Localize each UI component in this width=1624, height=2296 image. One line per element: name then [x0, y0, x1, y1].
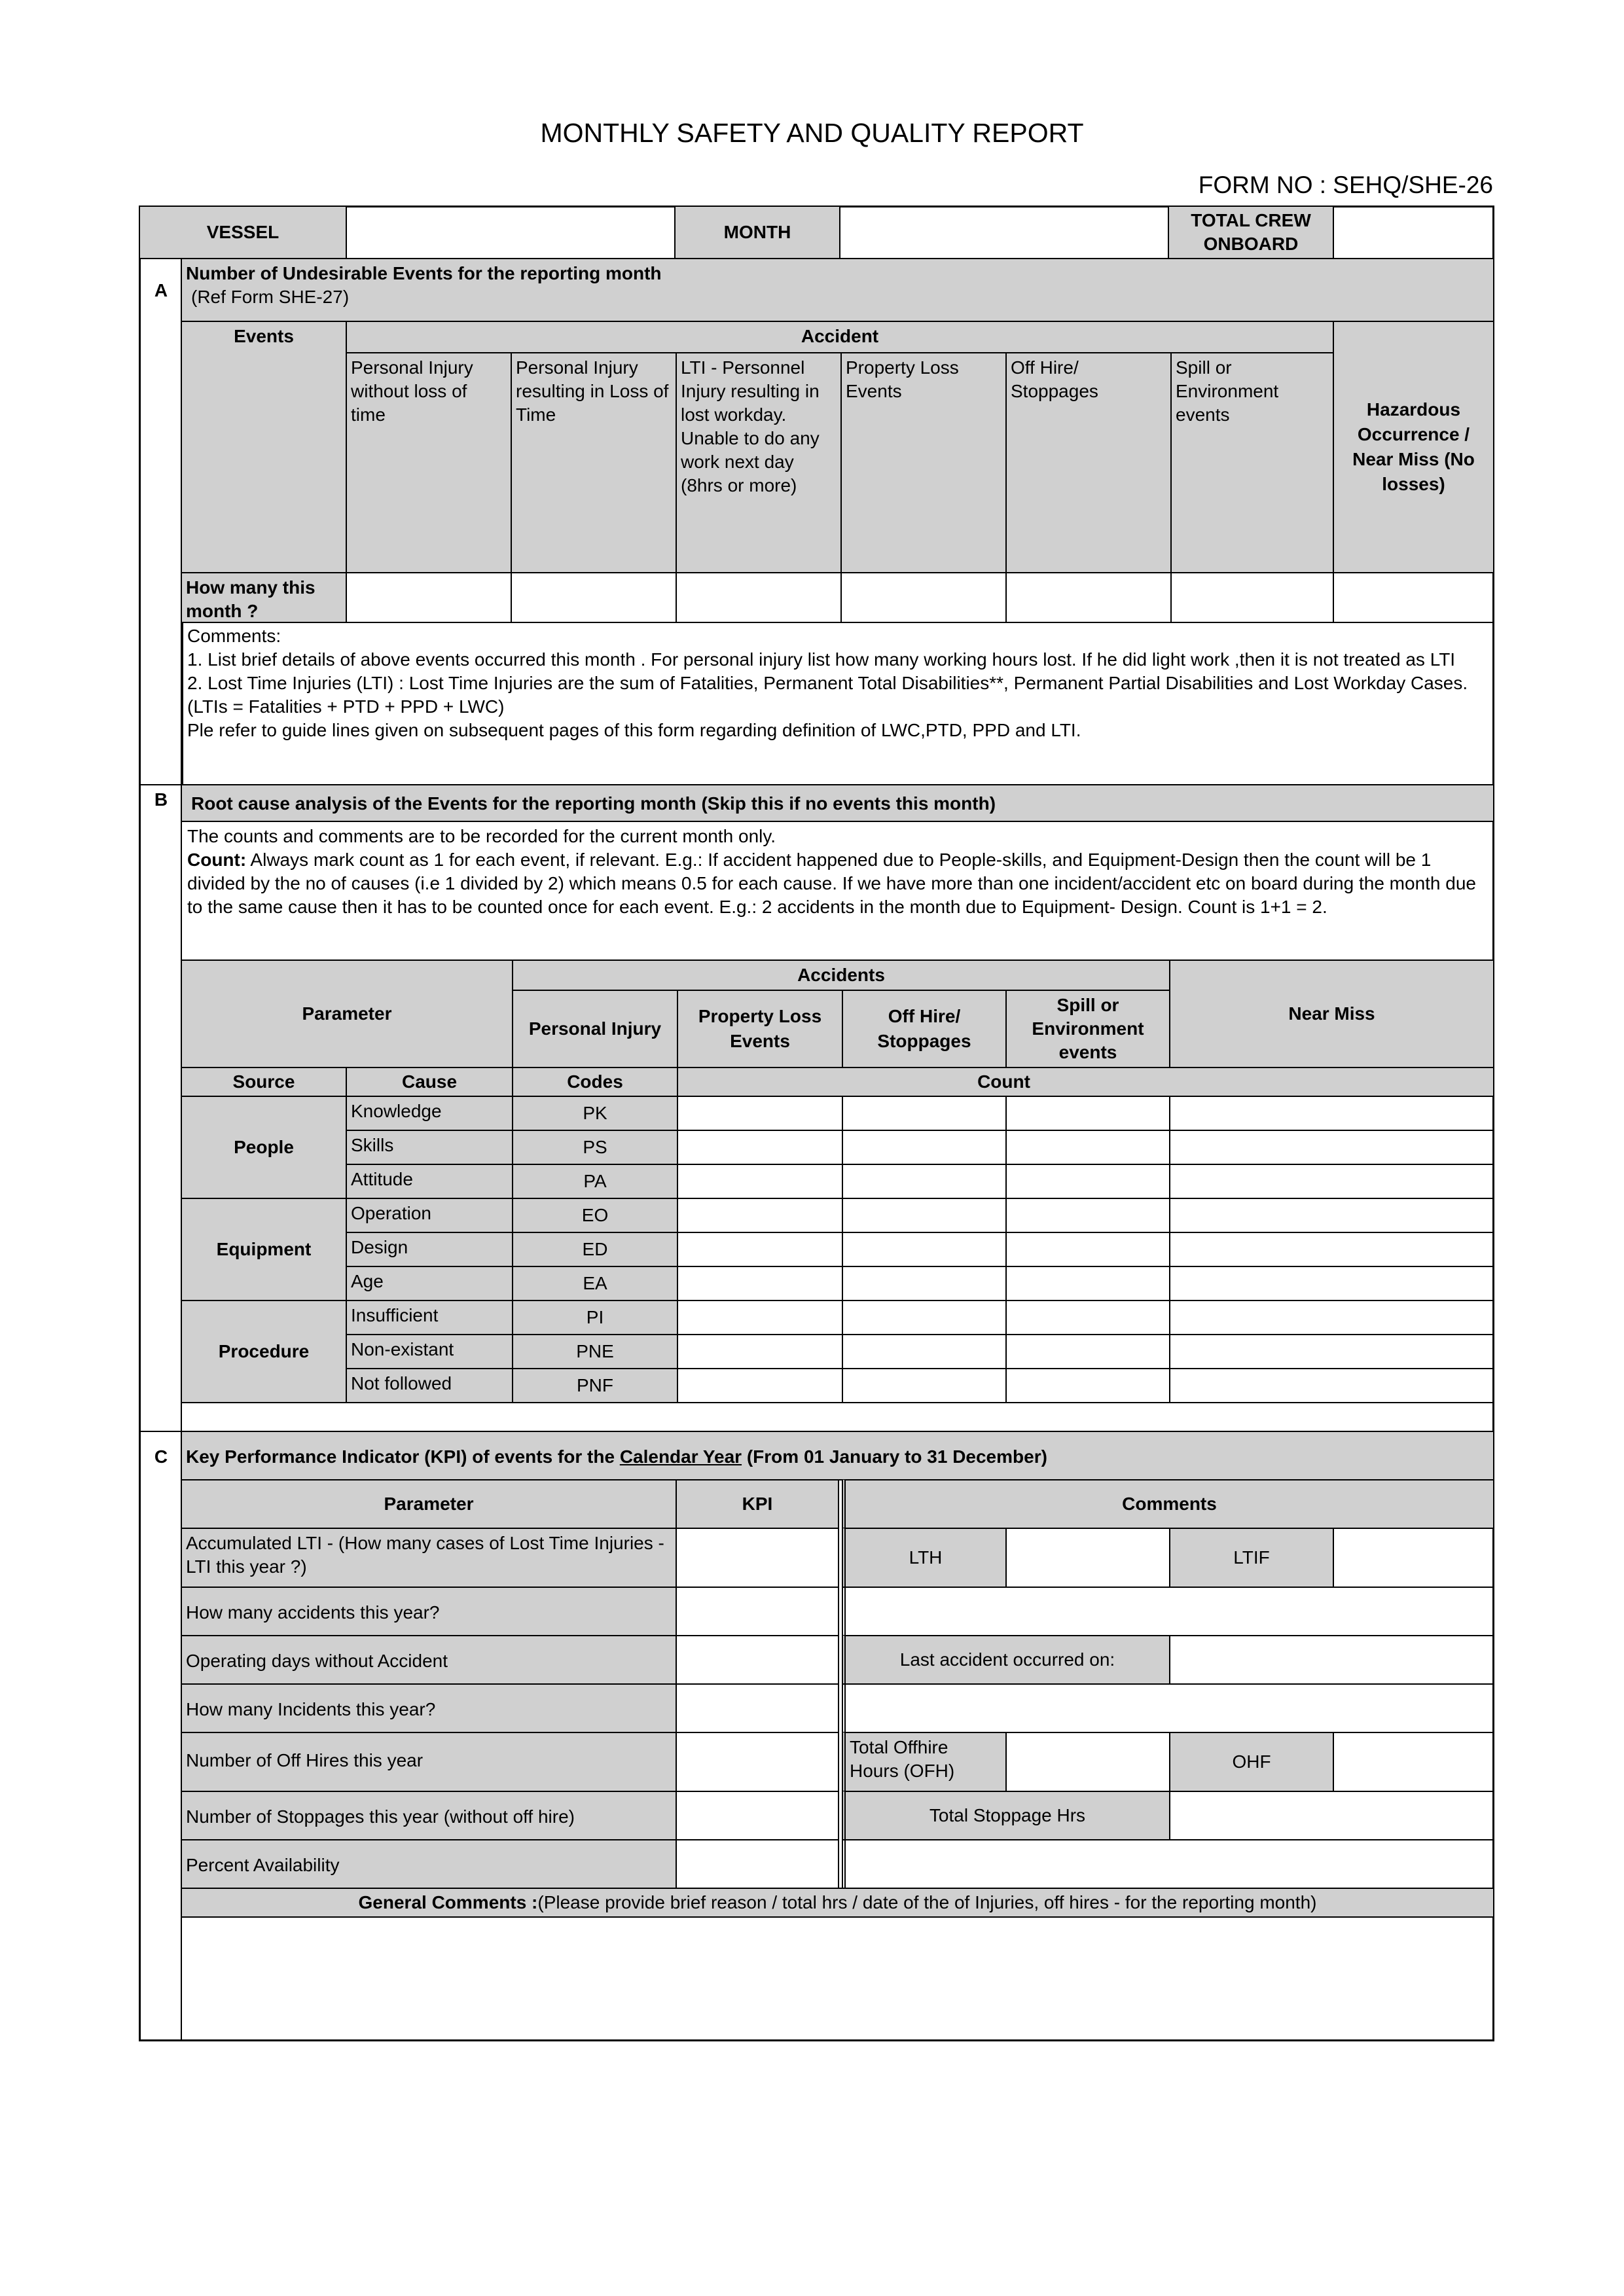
month-field[interactable]: [839, 206, 1169, 259]
b-count-cell[interactable]: [1005, 1096, 1170, 1131]
b-code: PNE: [512, 1334, 678, 1369]
b-count-cell[interactable]: [842, 1232, 1007, 1267]
b-cause: Design: [346, 1232, 513, 1267]
col-lti: LTI - Personnel Injury resulting in lost workday. Unable to do any work next day (8hrs or more): [676, 352, 842, 573]
b-count-cell[interactable]: [842, 1334, 1007, 1369]
b-count-cell[interactable]: [677, 1232, 843, 1267]
c-ltif-label: LTIF: [1169, 1528, 1334, 1588]
b-count-cell[interactable]: [842, 1368, 1007, 1403]
events-header: Events: [181, 321, 347, 573]
b-count-cell[interactable]: [1169, 1232, 1494, 1267]
b-count-cell[interactable]: [842, 1300, 1007, 1335]
c-lth-label: LTH: [842, 1528, 1007, 1588]
c-total-offhire-label: Total Offhire Hours (OFH): [842, 1732, 1007, 1792]
b-code: EA: [512, 1266, 678, 1301]
b-source-equipment: Equipment: [181, 1198, 347, 1301]
col-spill: Spill or Environment events: [1170, 352, 1334, 573]
b-code: PI: [512, 1300, 678, 1335]
month-label: MONTH: [674, 206, 840, 259]
c-ohf-field[interactable]: [1333, 1732, 1494, 1792]
b-col-personal-injury: Personal Injury: [512, 990, 678, 1068]
b-count-cell[interactable]: [1005, 1266, 1170, 1301]
section-b-heading: Root cause analysis of the Events for the reporting month (Skip this if no events this month): [181, 784, 1494, 822]
b-col-off-hire: Off Hire/ Stoppages: [842, 990, 1007, 1068]
b-col-property-loss: Property Loss Events: [677, 990, 843, 1068]
b-cause: Insufficient: [346, 1300, 513, 1335]
count-injury-no-loss[interactable]: [346, 572, 512, 623]
count-rule-text: Always mark count as 1 for each event, if relevant. E.g.: If accident happened due to People-skills, and Equipment-Design then the count will be 1 divided by the no of causes (i.e 1 divided by 2) which means 0.5 for each cause. If we have more than one incident/accident etc on board during the month due to the same cause then it has to be counted once for each event. E.g.: 2 accidents in the month due to Equipment- Design. Count is 1+1 = 2.: [187, 850, 1476, 917]
b-accidents-header: Accidents: [512, 960, 1170, 991]
section-a-heading: [181, 258, 1494, 322]
b-count-cell[interactable]: [1169, 1198, 1494, 1233]
count-lti[interactable]: [676, 572, 842, 623]
col-off-hire: Off Hire/ Stoppages: [1005, 352, 1172, 573]
b-count-cell[interactable]: [677, 1198, 843, 1233]
vessel-label: VESSEL: [139, 206, 347, 259]
col-property-loss: Property Loss Events: [840, 352, 1007, 573]
c-row-accidents: How many accidents this year?: [181, 1587, 677, 1636]
c-comments-header: Comments: [842, 1479, 1494, 1529]
b-parameter-header: Parameter: [181, 960, 513, 1068]
b-cause: Skills: [346, 1130, 513, 1165]
c-comment-accidents[interactable]: [842, 1587, 1494, 1636]
b-code: ED: [512, 1232, 678, 1267]
b-cause: Not followed: [346, 1368, 513, 1403]
c-kpi-incidents[interactable]: [676, 1683, 839, 1733]
b-count-cell[interactable]: [842, 1198, 1007, 1233]
count-off-hire[interactable]: [1005, 572, 1172, 623]
b-col-spill: Spill or Environment events: [1005, 990, 1170, 1068]
c-row-availability: Percent Availability: [181, 1839, 677, 1889]
b-code: EO: [512, 1198, 678, 1233]
count-spill[interactable]: [1170, 572, 1334, 623]
b-code: PS: [512, 1130, 678, 1165]
section-c-letter: C: [154, 1446, 168, 1467]
b-count-cell[interactable]: [842, 1164, 1007, 1199]
general-comments-text: (Please provide brief reason / total hrs / date of the of Injuries, off hires - for the reporting month): [537, 1892, 1317, 1912]
total-crew-label: TOTAL CREW ONBOARD: [1168, 206, 1334, 259]
c-row-accumulated-lti: Accumulated LTI - (How many cases of Lost Time Injuries - LTI this year ?): [181, 1528, 677, 1588]
c-total-stoppage-label: Total Stoppage Hrs: [842, 1791, 1170, 1840]
b-cause: Age: [346, 1266, 513, 1301]
count-injury-loss[interactable]: [511, 572, 677, 623]
form-number: FORM NO : SEHQ/SHE-26: [1198, 171, 1493, 198]
b-count-cell[interactable]: [1005, 1368, 1170, 1403]
c-kpi-stoppages[interactable]: [676, 1791, 839, 1840]
b-count-cell[interactable]: [677, 1334, 843, 1369]
b-count-cell[interactable]: [677, 1130, 843, 1165]
b-count-cell[interactable]: [1169, 1266, 1494, 1301]
b-count-cell[interactable]: [1005, 1130, 1170, 1165]
b-count-cell[interactable]: [677, 1368, 843, 1403]
b-count-cell[interactable]: [677, 1300, 843, 1335]
c-kpi-availability[interactable]: [676, 1839, 839, 1889]
b-count-cell[interactable]: [842, 1266, 1007, 1301]
count-property-loss[interactable]: [840, 572, 1007, 623]
b-codes-header: Codes: [512, 1067, 678, 1097]
count-rule-label: Count:: [187, 850, 247, 870]
b-count-cell[interactable]: [1005, 1232, 1170, 1267]
c-row-off-hires: Number of Off Hires this year: [181, 1732, 677, 1792]
b-count-cell[interactable]: [1169, 1300, 1494, 1335]
section-b-intro: The counts and comments are to be recorded for the current month only.: [187, 826, 776, 846]
c-kpi-accidents[interactable]: [676, 1587, 839, 1636]
c-total-stoppage-field[interactable]: [1169, 1791, 1494, 1840]
b-cause: Attitude: [346, 1164, 513, 1199]
b-source-people: People: [181, 1096, 347, 1199]
comment-3: Ple refer to guide lines given on subsequent pages of this form regarding definition of LWC,PTD, PPD and LTI.: [187, 720, 1081, 740]
c-row-stoppages: Number of Stoppages this year (without off hire): [181, 1791, 677, 1840]
c-row-operating-days: Operating days without Accident: [181, 1635, 677, 1685]
b-count-cell[interactable]: [1169, 1334, 1494, 1369]
section-b-letter: B: [154, 789, 168, 810]
c-kpi-accumulated-lti[interactable]: [676, 1528, 839, 1588]
c-kpi-header: KPI: [676, 1479, 839, 1529]
col-injury-loss: Personal Injury resulting in Loss of Time: [511, 352, 677, 573]
b-col-near-miss: Near Miss: [1169, 960, 1494, 1068]
col-hazardous: Hazardous Occurrence / Near Miss (No losses): [1333, 321, 1494, 573]
col-injury-no-loss: Personal Injury without loss of time: [346, 352, 512, 573]
section-a-letter: A: [154, 280, 168, 300]
b-count-cell[interactable]: [842, 1096, 1007, 1131]
b-count-cell[interactable]: [1005, 1198, 1170, 1233]
accident-header: Accident: [346, 321, 1334, 353]
b-count-cell[interactable]: [677, 1266, 843, 1301]
b-code: PA: [512, 1164, 678, 1199]
c-parameter-header: Parameter: [181, 1479, 677, 1529]
b-source-header: Source: [181, 1067, 347, 1097]
b-cause: Non-existant: [346, 1334, 513, 1369]
b-count-cell[interactable]: [677, 1096, 843, 1131]
b-cause: Operation: [346, 1198, 513, 1233]
b-count-cell[interactable]: [842, 1130, 1007, 1165]
comment-2: 2. Lost Time Injuries (LTI) : Lost Time Injuries are the sum of Fatalities, Permanent Total Disabilities**, Permanent Partial Disabilities and Lost Workday Cases. (LTIs = Fatalities + PTD + PPD + LWC): [187, 673, 1468, 717]
c-row-incidents: How many Incidents this year?: [181, 1683, 677, 1733]
section-c-heading-post: (From 01 January to 31 December): [742, 1446, 1047, 1467]
section-a-comments: [182, 622, 1491, 785]
count-hazardous[interactable]: [1333, 572, 1494, 623]
c-comment-incidents[interactable]: [842, 1683, 1494, 1733]
b-count-cell[interactable]: [1169, 1130, 1494, 1165]
c-ohf-label: OHF: [1169, 1732, 1334, 1792]
section-a-title: Number of Undesirable Events for the reporting month: [186, 263, 662, 283]
c-kpi-operating-days[interactable]: [676, 1635, 839, 1685]
b-code: PNF: [512, 1368, 678, 1403]
c-lth-field[interactable]: [1005, 1528, 1170, 1588]
b-count-cell[interactable]: [1005, 1334, 1170, 1369]
general-comments-field[interactable]: [181, 1916, 1494, 2041]
section-b-instructions: [183, 822, 1491, 960]
section-c-heading-underlined: Calendar Year: [619, 1446, 742, 1467]
total-crew-field[interactable]: [1333, 206, 1494, 259]
how-many-label: How many this month ?: [181, 572, 347, 623]
b-code: PK: [512, 1096, 678, 1131]
b-count-label: Count: [977, 1071, 1030, 1092]
b-source-procedure: Procedure: [181, 1300, 347, 1403]
page-title: MONTHLY SAFETY AND QUALITY REPORT: [540, 118, 1084, 148]
c-last-accident-label: Last accident occurred on:: [842, 1635, 1170, 1685]
c-ltif-field[interactable]: [1333, 1528, 1494, 1588]
section-a-ref: (Ref Form SHE-27): [191, 287, 350, 307]
b-count-cell[interactable]: [1005, 1300, 1170, 1335]
comment-1: 1. List brief details of above events occurred this month . For personal injury list how many working hours lost. If he did light work ,then it is not treated as LTI: [187, 649, 1456, 670]
b-count-cell[interactable]: [1005, 1164, 1170, 1199]
general-comments-label: General Comments :: [358, 1892, 538, 1912]
c-last-accident-field[interactable]: [1169, 1635, 1494, 1685]
section-b-count-rule: [187, 848, 1487, 919]
b-count-cell[interactable]: [677, 1164, 843, 1199]
c-kpi-off-hires[interactable]: [676, 1732, 839, 1792]
vessel-field[interactable]: [346, 206, 676, 259]
section-c-heading: [181, 1431, 1494, 1480]
b-count-header: [677, 1067, 1494, 1097]
comments-label: Comments:: [187, 626, 281, 646]
b-count-cell[interactable]: [1169, 1096, 1494, 1131]
b-cause-header: Cause: [346, 1067, 513, 1097]
section-c-heading-pre: Key Performance Indicator (KPI) of events for the: [186, 1446, 620, 1467]
general-comments-header: [181, 1888, 1494, 1918]
b-count-cell[interactable]: [1169, 1164, 1494, 1199]
b-count-cell[interactable]: [1169, 1368, 1494, 1403]
c-total-offhire-field[interactable]: [1005, 1732, 1170, 1792]
c-comment-availability[interactable]: [842, 1839, 1494, 1889]
b-cause: Knowledge: [346, 1096, 513, 1131]
